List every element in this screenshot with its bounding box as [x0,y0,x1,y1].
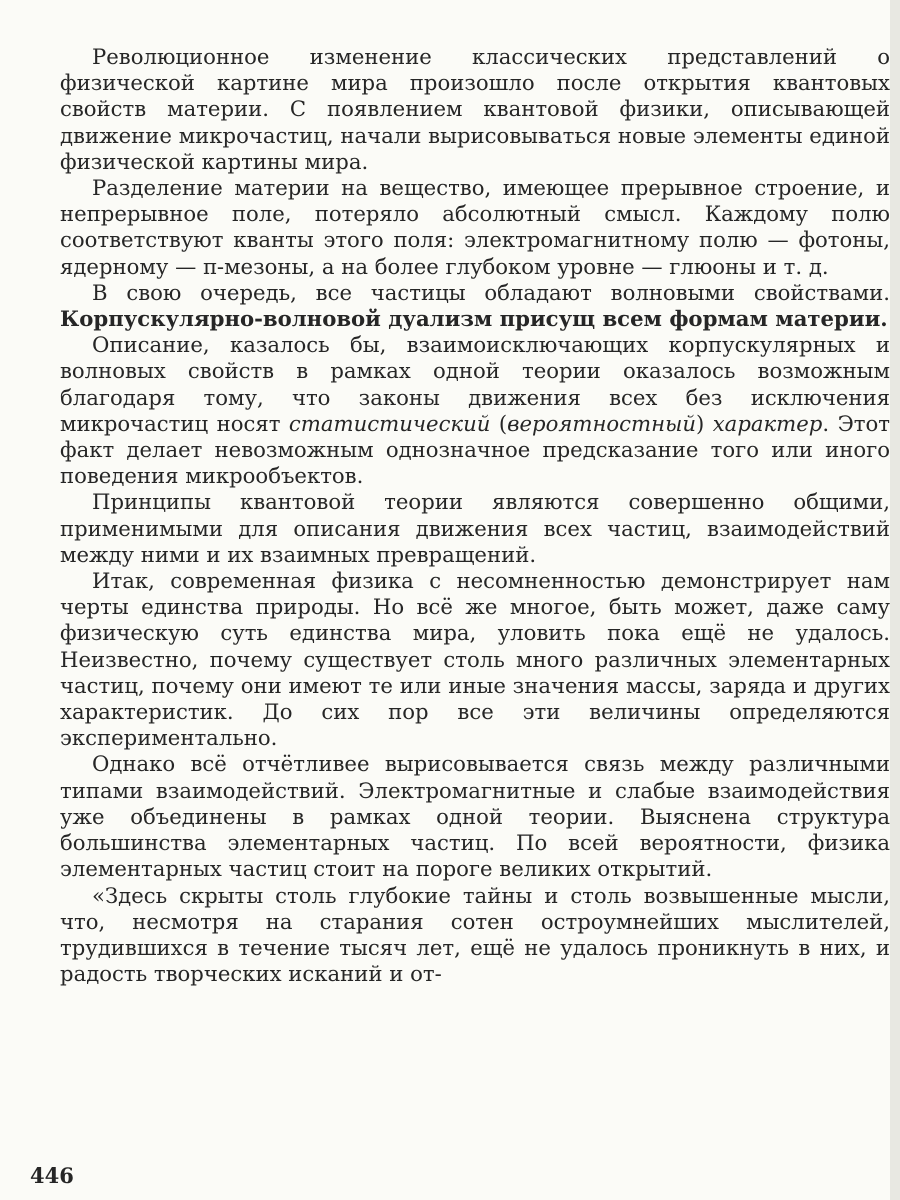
paragraph-4-paren-open: ( [490,410,508,436]
paragraph-5: Принципы квантовой теории являются совершенно общими, применимыми для описания движения всех частиц, взаимодействий между ними и их взаимных превращений. [60,489,890,567]
paragraph-3-text: В свою очередь, все частицы обладают волновыми свойствами. [92,279,890,305]
page-text [60,44,890,987]
paragraph-3 [60,280,890,332]
paragraph-6: Итак, современная физика с несомненностью демонстрирует нам черты единства природы. Но всё же многое, быть может, даже саму физическую суть единства мира, уловить пока ещё не удалось. Неизвестно, почему существует столь много различных элементарных частиц, почему они имеют те или иные значения массы, заряда и других характеристик. До сих пор все эти величины определяются экспериментально. [60,568,890,751]
paragraph-2: Разделение материи на вещество, имеющее прерывное строение, и непрерывное поле, потеряло абсолютный смысл. Каждому полю соответствуют кванты этого поля: электромагнитному полю — фотоны, ядерному — π-мезоны, а на более глубоком уровне — глюоны и т. д. [60,175,890,279]
paragraph-8: «Здесь скрыты столь глубокие тайны и столь возвышенные мысли, что, несмотря на старания сотен остроумнейших мыслителей, трудившихся в течение тысяч лет, ещё не удалось проникнуть в них, и радость творческих исканий и от- [60,882,890,987]
paragraph-4-italic-statistical: статистический [288,410,491,436]
paragraph-4-text-b: . Этот факт делает невозможным однозначное предсказание того или иного поведения микрообъектов. [60,410,890,489]
paragraph-4-italic-character: характер [712,410,823,436]
paragraph-3-bold: Корпускулярно-волновой дуализм присущ всем формам материи. [60,306,888,332]
paragraph-4 [60,332,890,489]
page-number: 446 [30,1163,74,1188]
paragraph-1: Революционное изменение классических представлений о физической картине мира произошло после открытия квантовых свойств материи. С появлением квантовой физики, описывающей движение микрочастиц, начали вырисовываться новые элементы единой физической картины мира. [60,44,890,174]
paragraph-4-paren-close: ) [695,410,713,436]
paragraph-4-italic-probabilistic: вероятностный [507,410,696,436]
page-edge-shadow [890,0,900,1200]
paragraph-4-text-a: Описание, казалось бы, взаимоисключающих корпускулярных и волновых свойств в рамках одной теории оказалось возможным благодаря тому, что законы движения всех без исключения микрочастиц носят [60,332,890,436]
paragraph-7: Однако всё отчётливее вырисовывается связь между различными типами взаимодействий. Электромагнитные и слабые взаимодействия уже объединены в рамках одной теории. Выяснена структура большинства элементарных частиц. По всей вероятности, физика элементарных частиц стоит на пороге великих открытий. [60,751,890,882]
